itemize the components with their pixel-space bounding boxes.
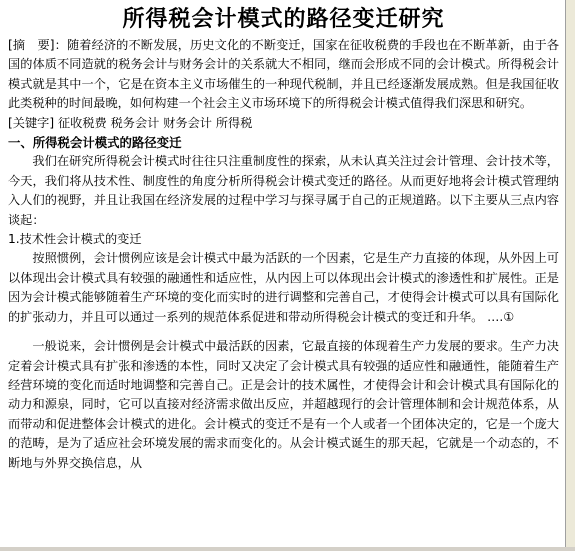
section-heading: 一、所得税会计模式的路径变迁: [8, 135, 182, 151]
paragraph-gap: [8, 327, 559, 337]
vertical-scrollbar[interactable]: [565, 0, 575, 551]
keywords-text: 征收税费 税务会计 财务会计 所得税: [54, 115, 253, 130]
abstract-paragraph: [8, 36, 559, 114]
keywords-label: [关键字]: [8, 115, 55, 130]
body-paragraph: 按照惯例，会计惯例应该是会计模式中最为活跃的一个因素，它是生产力直接的体现，从外因上可以体现出会计模式具有较强的融通性和适应性，从内因上可以体现出会计模式的渗透性和扩展性。正是因为会计模式能够随着生产环境的变化而实时的进行调整和完善自己，才使得会计模式可以具有国际化的扩张动力，并且可以通过一系列的规范体系促进和带动所得税会计模式的变迁和升华。 ….①: [8, 251, 559, 324]
paper-title: 所得税会计模式的路径变迁研究: [122, 6, 445, 32]
keywords-paragraph: [8, 114, 559, 133]
window-bottom-edge: [0, 547, 575, 551]
body-paragraph: 一般说来，会计惯例是会计模式中最活跃的因素，它最直接的体现着生产力发展的要求。生产力决定着会计模式具有扩张和渗透的本性，同时又决定了会计模式具有较强的适应性和融通性，能随着生产经营环境的变化而适时地调整和完善自己。正是会计的技术属性，才使得会计和会计模式具有国际化的动力和源泉，同时，它可以直接对经济需求做出反应，并超越现行的会计管理体制和会计规范体系，从而带动和促进整体会计模式的进化。会计模式的变迁不是有一个人或者一个团体决定的，它是一个庞大的范畴，是为了适应社会环境发展的需求而变化的。从会计模式诞生的那天起，它就是一个动态的，不断地与外界交换信息，从: [8, 339, 559, 470]
abstract-text: ：随着经济的不断发展，历史文化的不断变迁，国家在征收税费的手段也在不断革新，由于各国的体质不同造就的税务会计与财务会计的关系就大不相同，继而会形成不同的会计模式。所得税会计模式就是其中一个，它是在资本主义市场催生的一种现代税制，并且已经逐渐发展成熟。但是我国征收此类税种的时间最晚，如何构建一个社会主义市场环境下的所得税会计模式值得我们深思和研究。: [8, 38, 560, 111]
abstract-label: [摘 要]: [8, 38, 55, 52]
section-intro-paragraph: 我们在研究所得税会计模式时往往只注重制度性的探索，从未认真关注过会计管理、会计技术等，今天，我们将从技术性、制度性的角度分析所得税会计模式变迁的路径。从而更好地将会计模式管理纳入人们的视野，并且让我国在经济发展的过程中学习与探寻属于自己的正规道路。以下主要从三点内容谈起：: [8, 154, 559, 227]
subsection-heading: 1.技术性会计模式的变迁: [8, 232, 142, 247]
